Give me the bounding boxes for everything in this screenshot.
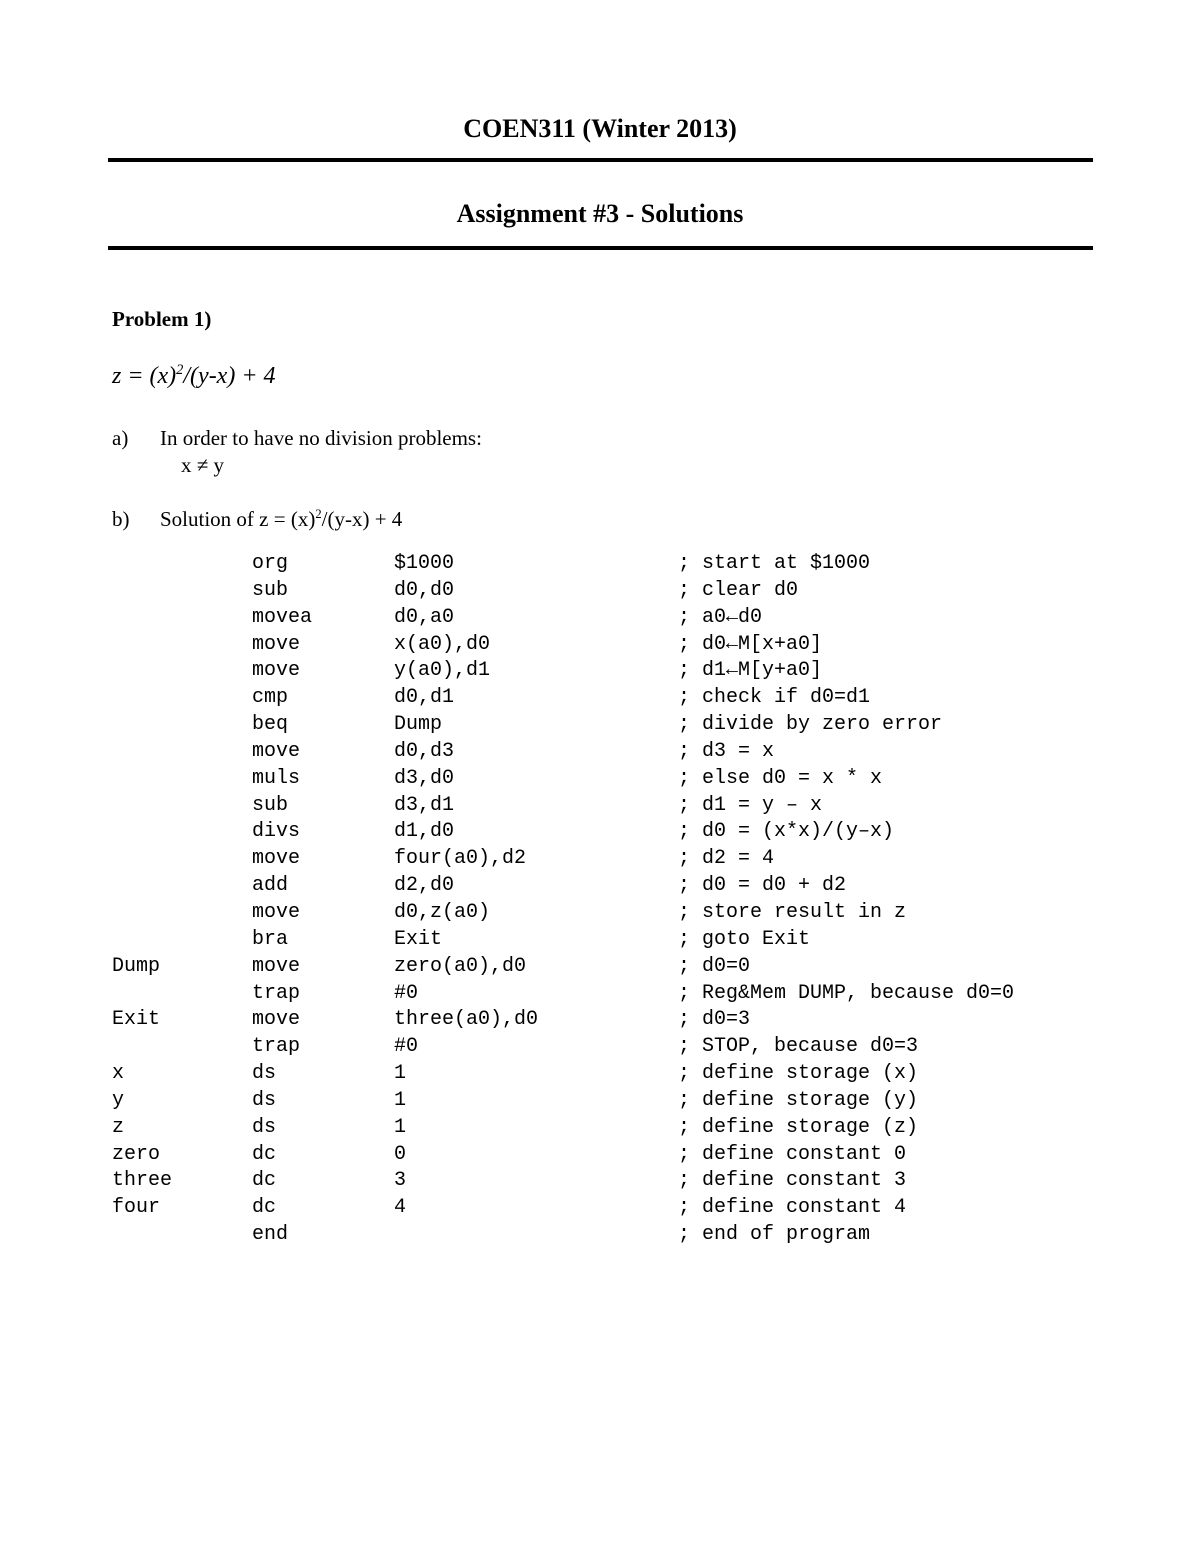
code-label: Dump [112,954,161,978]
code-label: x [112,1062,125,1086]
code-operand: three(a0),d0 [394,1008,539,1032]
code-line [0,900,1200,927]
code-line [0,1034,1200,1061]
code-line [0,551,1200,578]
code-operand: d3,d1 [394,793,455,817]
part-b-marker: b) [112,507,130,531]
code-comment: ; a0←d0 [678,605,763,629]
code-comment: ; d1 = y – x [678,793,823,817]
code-comment: ; goto Exit [678,927,811,951]
code-opcode: dc [252,1196,277,1220]
code-comment: ; clear d0 [678,578,799,602]
code-operand: #0 [394,981,419,1005]
code-comment: ; define constant 3 [678,1169,907,1193]
code-label: z [112,1115,125,1139]
code-line [0,712,1200,739]
code-opcode: muls [252,766,301,790]
code-line [0,819,1200,846]
equation-lhs: z = (x) [112,363,177,389]
code-comment: ; else d0 = x * x [678,766,883,790]
code-line [0,954,1200,981]
code-operand: 1 [394,1062,407,1086]
code-comment: ; end of program [678,1223,871,1247]
code-opcode: sub [252,793,289,817]
part-b-text [160,505,402,533]
code-operand: x(a0),d0 [394,632,491,656]
code-operand: d0,z(a0) [394,900,491,924]
code-comment: ; d3 = x [678,739,775,763]
code-comment: ; d0 = (x*x)/(y–x) [678,820,895,844]
code-line [0,981,1200,1008]
code-line [0,1007,1200,1034]
code-line [0,685,1200,712]
code-operand: d0,a0 [394,605,455,629]
code-comment: ; start at $1000 [678,552,871,575]
code-operand: d2,d0 [394,874,455,898]
code-operand: four(a0),d2 [394,847,527,871]
code-operand: 1 [394,1115,407,1139]
code-opcode: bra [252,927,289,951]
code-comment: ; define constant 0 [678,1142,907,1166]
code-operand: d0,d0 [394,578,455,602]
code-line [0,927,1200,954]
code-comment: ; check if d0=d1 [678,686,871,710]
header-rule-top [108,158,1093,162]
code-line [0,1088,1200,1115]
code-operand: d3,d0 [394,766,455,790]
code-opcode: sub [252,578,289,602]
code-label: y [112,1088,125,1112]
code-line [0,1142,1200,1169]
code-line [0,793,1200,820]
code-line [0,1222,1200,1249]
code-comment: ; d0←M[x+a0] [678,632,823,656]
code-line [0,632,1200,659]
code-comment: ; define storage (x) [678,1062,919,1086]
code-operand: y(a0),d1 [394,659,491,683]
code-comment: ; divide by zero error [678,713,943,737]
code-comment: ; d0=0 [678,954,751,978]
code-line [0,1168,1200,1195]
code-opcode: move [252,659,301,683]
part-b-prefix: Solution of z = (x) [160,507,316,531]
problem-heading: Problem 1) [112,307,212,331]
part-a-marker: a) [112,426,129,450]
code-opcode: move [252,632,301,656]
code-operand: d0,d3 [394,739,455,763]
part-b-exponent: 2 [315,507,322,521]
part-a-condition: x ≠ y [181,453,225,477]
code-operand: zero(a0),d0 [394,954,527,978]
part-b-suffix: /(y-x) + 4 [321,507,403,531]
code-line [0,1115,1200,1142]
code-operand: 4 [394,1196,407,1220]
problem-equation [112,360,276,392]
code-line [0,1061,1200,1088]
equation-rhs: /(y-x) + 4 [183,363,276,389]
assignment-title: Assignment #3 - Solutions [456,199,744,228]
code-operand: 3 [394,1169,407,1193]
code-comment: ; d0 = d0 + d2 [678,874,847,898]
code-opcode: dc [252,1169,277,1193]
code-line [0,739,1200,766]
code-operand: 1 [394,1088,407,1112]
code-comment: ; d2 = 4 [678,847,775,871]
assembly-listing [0,551,1200,1249]
code-opcode: ds [252,1115,277,1139]
code-comment: ; d1←M[y+a0] [678,659,823,683]
code-opcode: move [252,954,301,978]
code-label: Exit [112,1008,161,1032]
code-comment: ; STOP, because d0=3 [678,1035,919,1059]
code-opcode: trap [252,1035,301,1059]
part-a-text: In order to have no division problems: [160,426,482,450]
code-comment: ; define constant 4 [678,1196,907,1220]
code-label: zero [112,1142,161,1166]
code-comment: ; define storage (z) [678,1115,919,1139]
code-opcode: beq [252,713,289,737]
code-opcode: ds [252,1062,277,1086]
code-comment: ; define storage (y) [678,1088,919,1112]
code-opcode: trap [252,981,301,1005]
code-opcode: movea [252,605,313,629]
code-opcode: move [252,900,301,924]
code-opcode: org [252,552,289,575]
code-operand: #0 [394,1035,419,1059]
header-rule-bottom [108,246,1093,250]
code-operand: Dump [394,713,443,737]
code-opcode: end [252,1223,289,1247]
code-line [0,605,1200,632]
code-line [0,846,1200,873]
code-label: four [112,1196,161,1220]
code-comment: ; store result in z [678,900,907,924]
code-label: three [112,1169,173,1193]
code-comment: ; Reg&Mem DUMP, because d0=0 [678,981,1015,1005]
code-line [0,658,1200,685]
code-line [0,766,1200,793]
code-opcode: divs [252,820,301,844]
code-opcode: dc [252,1142,277,1166]
code-operand: d0,d1 [394,686,455,710]
equation-exponent: 2 [176,362,184,378]
code-line [0,873,1200,900]
course-title: COEN311 (Winter 2013) [463,114,737,143]
code-opcode: add [252,874,289,898]
code-opcode: move [252,1008,301,1032]
code-opcode: ds [252,1088,277,1112]
code-line [0,1195,1200,1222]
code-opcode: move [252,847,301,871]
code-operand: d1,d0 [394,820,455,844]
code-comment: ; d0=3 [678,1008,751,1032]
code-line [0,578,1200,605]
code-opcode: cmp [252,686,289,710]
code-operand: $1000 [394,552,455,575]
code-operand: Exit [394,927,443,951]
code-operand: 0 [394,1142,407,1166]
code-opcode: move [252,739,301,763]
